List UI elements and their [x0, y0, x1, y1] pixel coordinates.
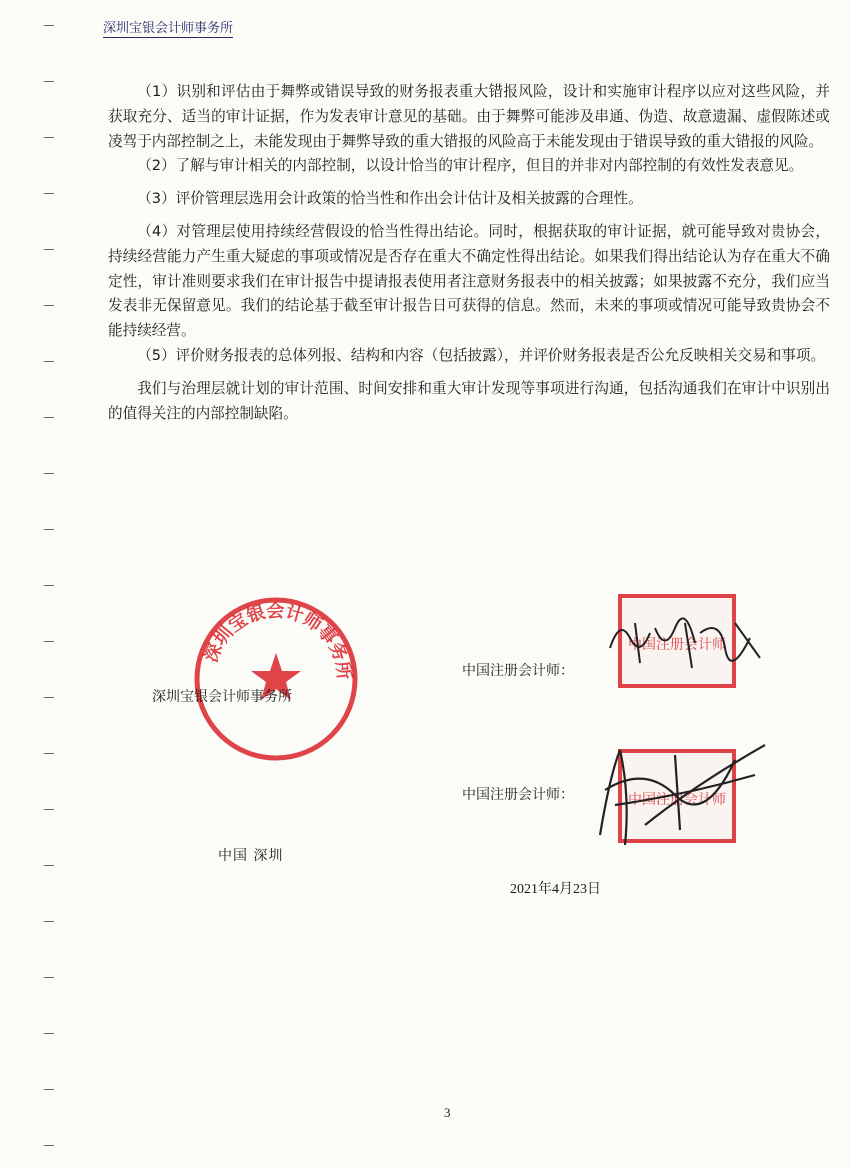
- margin-tick: [44, 865, 54, 866]
- round-seal-text: 深圳宝银会计师事务所: [200, 600, 355, 681]
- signature-1: [600, 608, 770, 678]
- margin-tick: [44, 305, 54, 306]
- paragraph-4: （4）对管理层使用持续经营假设的恰当性得出结论。同时，根据获取的审计证据，就可能导致对贵协会，持续经营能力产生重大疑虑的事项或情况是否存在重大不确定性得出结论。如果我们得出结论认为存在重大不确定性，审计准则要求我们在审计报告中提请报表使用者注意财务报表中的相关披露；如果披露不充分，我们应当发表非无保留意见。我们的结论基于截至审计报告日可获得的信息。然而，未来的事项或情况可能导致贵协会不能持续经营。: [108, 222, 830, 340]
- margin-tick: [44, 249, 54, 250]
- page-header-firm: 深圳宝银会计师事务所: [103, 21, 234, 36]
- paragraph-1: （1）识别和评估由于舞弊或错误导致的财务报表重大错报风险，设计和实施审计程序以应对这些风险，并获取充分、适当的审计证据，作为发表审计意见的基础。由于舞弊可能涉及串通、伪造、故意遗漏、虚假陈述或凌驾于内部控制之上，未能发现由于舞弊导致的重大错报的风险高于未能发现由于错误导致的重大错报的风险。: [108, 83, 830, 150]
- paragraph-2: （2）了解与审计相关的内部控制，以设计恰当的审计程序，但目的并非对内部控制的有效性发表意见。: [137, 157, 804, 175]
- signoff-date: 2021年4月23日: [510, 882, 601, 897]
- margin-tick: [44, 193, 54, 194]
- margin-tick: [44, 585, 54, 586]
- margin-tick: [44, 1033, 54, 1034]
- margin-tick: [44, 529, 54, 530]
- page-number: 3: [444, 1105, 451, 1120]
- margin-tick: [44, 25, 54, 26]
- binding-margin-ticks: [44, 0, 64, 1168]
- margin-tick: [44, 1145, 54, 1146]
- margin-tick: [44, 641, 54, 642]
- paragraph-5: （5）评价财务报表的总体列报、结构和内容（包括披露），并评价财务报表是否公允反映相关交易和事项。: [137, 346, 826, 364]
- margin-tick: [44, 753, 54, 754]
- square-seal-1-text: 中国注册会计师: [628, 637, 726, 653]
- cpa-label-2: 中国注册会计师：: [462, 787, 574, 803]
- margin-tick: [44, 1089, 54, 1090]
- signoff-city: 中国 深圳: [218, 848, 284, 864]
- margin-tick: [44, 697, 54, 698]
- paragraph-6: 我们与治理层就计划的审计范围、时间安排和重大审计发现等事项进行沟通，包括沟通我们在审计中识别出的值得关注的内部控制缺陷。: [108, 379, 830, 422]
- margin-tick: [44, 81, 54, 82]
- margin-tick: [44, 417, 54, 418]
- margin-tick: [44, 977, 54, 978]
- signoff-firm-name: 深圳宝银会计师事务所: [152, 689, 292, 705]
- margin-tick: [44, 361, 54, 362]
- report-body: [108, 80, 830, 426]
- margin-tick: [44, 137, 54, 138]
- paragraph-3: （3）评价管理层选用会计政策的恰当性和作出会计估计及相关披露的合理性。: [137, 190, 643, 208]
- signature-2: [585, 735, 775, 850]
- margin-tick: [44, 809, 54, 810]
- square-seal-2-text: 中国注册会计师: [628, 792, 726, 808]
- margin-tick: [44, 473, 54, 474]
- firm-round-seal: [192, 595, 360, 763]
- margin-tick: [44, 921, 54, 922]
- cpa-label-1: 中国注册会计师：: [462, 663, 574, 679]
